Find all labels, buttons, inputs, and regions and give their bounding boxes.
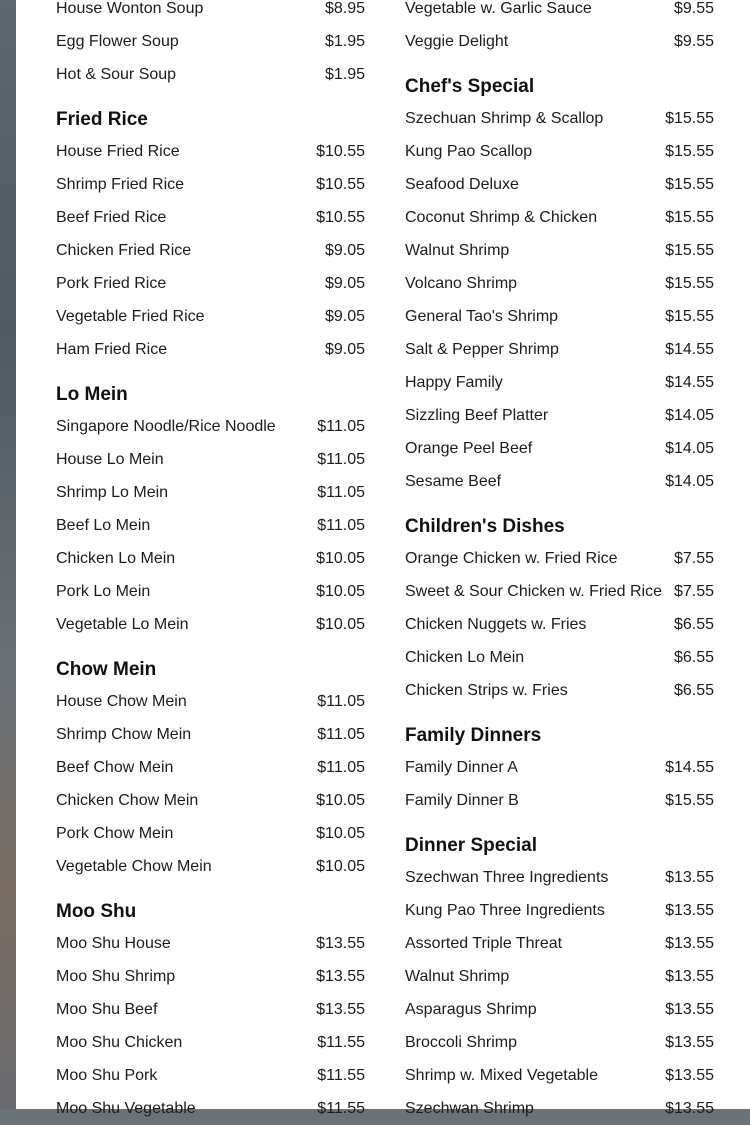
menu-item-price: $15.55 <box>665 208 714 226</box>
menu-item-name: Sesame Beef <box>405 472 502 490</box>
menu-item-name: Chicken Fried Rice <box>56 241 192 259</box>
menu-item-name: Moo Shu Shrimp <box>56 967 176 985</box>
menu-item-name: Moo Shu Pork <box>56 1066 158 1084</box>
menu-item <box>405 399 714 432</box>
menu-item-name: Vegetable w. Garlic Sauce <box>405 0 592 17</box>
menu-item <box>405 960 714 993</box>
menu-item-price: $9.05 <box>324 241 365 259</box>
menu-item <box>56 234 365 267</box>
menu-item-name: Broccoli Shrimp <box>405 1033 518 1051</box>
menu-item <box>405 861 714 894</box>
menu-item-name: Szechwan Shrimp <box>405 1099 534 1117</box>
menu-item-price: $13.55 <box>665 1033 714 1051</box>
menu-item <box>56 168 365 201</box>
menu-item-price: $15.55 <box>665 274 714 292</box>
menu-panel <box>16 0 750 1117</box>
menu-item <box>405 0 714 25</box>
menu-item-name: Beef Fried Rice <box>56 208 167 226</box>
menu-item-name: Chicken Strips w. Fries <box>405 681 568 699</box>
menu-item <box>405 575 714 608</box>
menu-item <box>56 300 365 333</box>
menu-item-price: $10.55 <box>316 208 365 226</box>
menu-item-name: House Fried Rice <box>56 142 180 160</box>
menu-item-price: $1.95 <box>324 32 365 50</box>
menu-item-price: $14.55 <box>665 758 714 776</box>
menu-item <box>56 993 365 1026</box>
menu-item <box>56 476 365 509</box>
menu-item-name: Chicken Chow Mein <box>56 791 199 809</box>
menu-item <box>56 410 365 443</box>
menu-item-price: $10.05 <box>316 791 365 809</box>
menu-item-price: $11.05 <box>317 483 365 501</box>
menu-item <box>405 168 714 201</box>
menu-item-name: Chicken Lo Mein <box>405 648 525 666</box>
menu-item <box>405 608 714 641</box>
menu-item <box>405 267 714 300</box>
menu-item-name: Ham Fried Rice <box>56 340 168 358</box>
menu-item-price: $15.55 <box>665 791 714 809</box>
menu-item-name: Chicken Nuggets w. Fries <box>405 615 587 633</box>
menu-item-name: Szechwan Three Ingredients <box>405 868 609 886</box>
menu-item <box>56 608 365 641</box>
menu-item-price: $1.95 <box>324 65 365 83</box>
menu-item <box>56 575 365 608</box>
menu-item <box>56 333 365 366</box>
menu-item-price: $13.55 <box>665 901 714 919</box>
menu-item-price: $10.55 <box>316 142 365 160</box>
menu-item <box>56 751 365 784</box>
menu-item <box>405 1026 714 1059</box>
menu-item-price: $9.05 <box>324 340 365 358</box>
menu-item-name: Egg Flower Soup <box>56 32 179 50</box>
menu-item-name: Beef Chow Mein <box>56 758 174 776</box>
menu-item-price: $10.05 <box>316 857 365 875</box>
menu-item-name: Family Dinner A <box>405 758 518 776</box>
menu-item-name: Kung Pao Three Ingredients <box>405 901 605 919</box>
background-strip <box>0 0 16 1109</box>
menu-item-price: $11.05 <box>317 516 365 534</box>
menu-item-name: Vegetable Fried Rice <box>56 307 205 325</box>
menu-item-price: $9.05 <box>324 274 365 292</box>
menu-item-name: Chicken Lo Mein <box>56 549 176 567</box>
menu-item <box>56 927 365 960</box>
section-heading-family-dinners: Family Dinners <box>405 725 542 746</box>
menu-item-name: Moo Shu Beef <box>56 1000 158 1018</box>
section-heading-fried-rice: Fried Rice <box>56 109 148 130</box>
menu-item-price: $10.05 <box>316 549 365 567</box>
menu-item-price: $11.05 <box>317 450 365 468</box>
left-menu-column <box>56 0 365 1125</box>
menu-item-name: Orange Peel Beef <box>405 439 533 457</box>
menu-item-name: Family Dinner B <box>405 791 519 809</box>
section-heading-moo-shu: Moo Shu <box>56 901 137 922</box>
menu-item <box>56 201 365 234</box>
menu-item-name: Volcano Shrimp <box>405 274 518 292</box>
menu-item <box>405 465 714 498</box>
menu-item-price: $11.05 <box>317 725 365 743</box>
menu-item-name: Walnut Shrimp <box>405 241 510 259</box>
menu-item-name: Shrimp Chow Mein <box>56 725 192 743</box>
menu-item-price: $14.05 <box>665 406 714 424</box>
menu-item-price: $13.55 <box>665 1000 714 1018</box>
menu-item-name: Pork Chow Mein <box>56 824 174 842</box>
menu-item-price: $11.05 <box>317 758 365 776</box>
menu-item-name: Moo Shu Chicken <box>56 1033 183 1051</box>
menu-item-price: $7.55 <box>673 549 714 567</box>
menu-item <box>405 641 714 674</box>
menu-item-price: $13.55 <box>316 967 365 985</box>
menu-item-name: Asparagus Shrimp <box>405 1000 537 1018</box>
menu-item-price: $10.05 <box>316 824 365 842</box>
section-heading-chef-s-special: Chef's Special <box>405 76 535 97</box>
menu-item <box>405 894 714 927</box>
menu-item <box>56 1059 365 1092</box>
menu-item <box>405 366 714 399</box>
menu-item-price: $13.55 <box>665 868 714 886</box>
menu-item-price: $13.55 <box>665 967 714 985</box>
menu-item <box>56 850 365 883</box>
menu-item-price: $15.55 <box>665 307 714 325</box>
menu-item <box>56 0 365 25</box>
menu-item-price: $14.55 <box>665 340 714 358</box>
menu-item <box>56 25 365 58</box>
menu-item-name: Sizzling Beef Platter <box>405 406 549 424</box>
menu-item-price: $13.55 <box>316 934 365 952</box>
menu-item <box>56 267 365 300</box>
menu-item-price: $9.55 <box>673 32 714 50</box>
section-heading-dinner-special: Dinner Special <box>405 835 537 856</box>
menu-item-name: Beef Lo Mein <box>56 516 151 534</box>
menu-item-name: Vegetable Chow Mein <box>56 857 212 875</box>
menu-item-price: $13.55 <box>665 1066 714 1084</box>
menu-item-price: $15.55 <box>665 241 714 259</box>
menu-item-price: $14.05 <box>665 472 714 490</box>
menu-item <box>56 58 365 91</box>
menu-item-price: $10.05 <box>316 582 365 600</box>
menu-item <box>405 751 714 784</box>
section-heading-children-s-dishes: Children's Dishes <box>405 516 565 537</box>
menu-item <box>56 509 365 542</box>
menu-item-price: $7.55 <box>673 582 714 600</box>
menu-item-name: Sweet & Sour Chicken w. Fried Rice <box>405 582 662 600</box>
menu-item-name: House Lo Mein <box>56 450 164 468</box>
menu-item-name: Szechuan Shrimp & Scallop <box>405 109 604 127</box>
right-menu-column <box>405 0 714 1125</box>
menu-item-name: Orange Chicken w. Fried Rice <box>405 549 618 567</box>
menu-item <box>405 927 714 960</box>
menu-item <box>405 135 714 168</box>
menu-item-price: $9.05 <box>324 307 365 325</box>
menu-item-price: $10.55 <box>316 175 365 193</box>
section-heading-lo-mein: Lo Mein <box>56 384 128 405</box>
menu-item-price: $13.55 <box>316 1000 365 1018</box>
menu-item-price: $6.55 <box>673 681 714 699</box>
menu-item <box>405 432 714 465</box>
menu-item-name: Veggie Delight <box>405 32 509 50</box>
menu-item <box>56 817 365 850</box>
menu-item-name: Happy Family <box>405 373 503 391</box>
menu-item-price: $11.55 <box>317 1099 365 1117</box>
menu-item-price: $6.55 <box>673 615 714 633</box>
menu-item-name: Walnut Shrimp <box>405 967 510 985</box>
menu-item-price: $11.55 <box>317 1066 365 1084</box>
menu-item-price: $10.05 <box>316 615 365 633</box>
menu-item-name: Assorted Triple Threat <box>405 934 563 952</box>
menu-item-price: $11.05 <box>317 417 365 435</box>
menu-item-name: Vegetable Lo Mein <box>56 615 189 633</box>
menu-item-name: Seafood Deluxe <box>405 175 519 193</box>
menu-item <box>56 135 365 168</box>
menu-item-name: House Chow Mein <box>56 692 187 710</box>
menu-item <box>405 784 714 817</box>
menu-item-price: $8.95 <box>324 0 365 17</box>
menu-item-price: $9.55 <box>673 0 714 17</box>
menu-item-price: $6.55 <box>673 648 714 666</box>
menu-item <box>56 443 365 476</box>
menu-item <box>405 25 714 58</box>
menu-item-name: Pork Lo Mein <box>56 582 151 600</box>
menu-item-name: Shrimp Lo Mein <box>56 483 169 501</box>
menu-item-name: Coconut Shrimp & Chicken <box>405 208 598 226</box>
menu-item-name: Hot & Sour Soup <box>56 65 177 83</box>
menu-item-price: $13.55 <box>665 1099 714 1117</box>
menu-item-name: Shrimp w. Mixed Vegetable <box>405 1066 598 1084</box>
menu-item <box>56 960 365 993</box>
menu-item <box>405 300 714 333</box>
menu-item <box>405 674 714 707</box>
menu-item-name: General Tao's Shrimp <box>405 307 559 325</box>
menu-item-price: $15.55 <box>665 109 714 127</box>
menu-item-price: $13.55 <box>665 934 714 952</box>
menu-item <box>56 1026 365 1059</box>
menu-item <box>405 201 714 234</box>
menu-item-price: $14.05 <box>665 439 714 457</box>
menu-item <box>405 542 714 575</box>
menu-item <box>56 685 365 718</box>
menu-item-price: $11.55 <box>317 1033 365 1051</box>
menu-item-price: $15.55 <box>665 142 714 160</box>
menu-item <box>405 102 714 135</box>
menu-item-name: Moo Shu Vegetable <box>56 1099 196 1117</box>
menu-item-name: Kung Pao Scallop <box>405 142 533 160</box>
menu-item-price: $11.05 <box>317 692 365 710</box>
menu-item <box>405 234 714 267</box>
menu-item <box>405 333 714 366</box>
menu-item-name: Shrimp Fried Rice <box>56 175 185 193</box>
section-heading-chow-mein: Chow Mein <box>56 659 157 680</box>
menu-item <box>56 542 365 575</box>
menu-item-name: Singapore Noodle/Rice Noodle <box>56 417 276 435</box>
menu-item-price: $15.55 <box>665 175 714 193</box>
menu-item-price: $14.55 <box>665 373 714 391</box>
menu-item-name: Pork Fried Rice <box>56 274 167 292</box>
menu-item-name: Salt & Pepper Shrimp <box>405 340 559 358</box>
menu-item <box>56 718 365 751</box>
menu-item <box>405 993 714 1026</box>
menu-item <box>405 1059 714 1092</box>
menu-item <box>56 784 365 817</box>
menu-item-name: Moo Shu House <box>56 934 171 952</box>
menu-item-name: House Wonton Soup <box>56 0 204 17</box>
